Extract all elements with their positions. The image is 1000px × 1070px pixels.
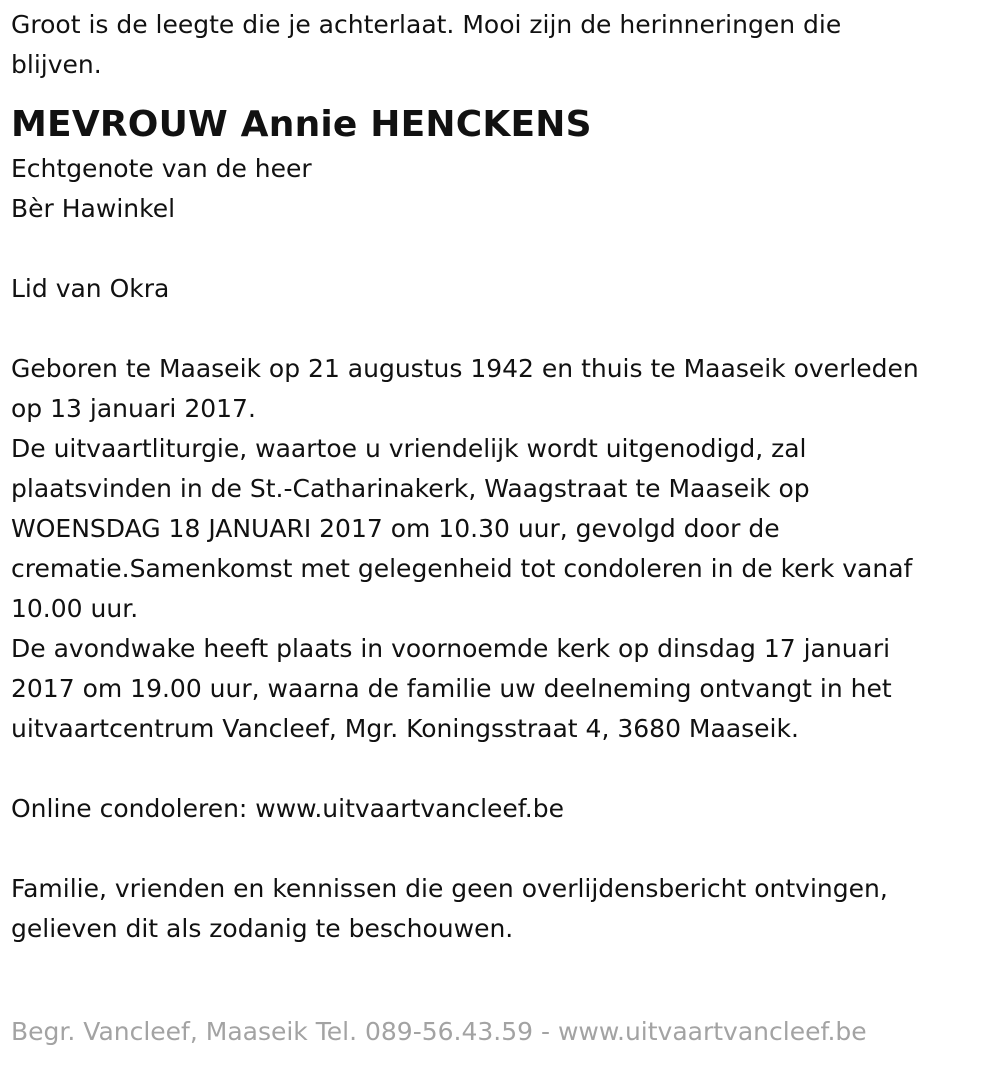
online-condolence: Online condoleren: www.uitvaartvancleef.be [11, 794, 564, 823]
spouse-line-1: Echtgenote van de heer [11, 154, 312, 183]
details-line-2: op 13 januari 2017. [11, 394, 256, 423]
details-line-10: uitvaartcentrum Vancleef, Mgr. Koningsstraat 4, 3680 Maaseik. [11, 714, 799, 743]
family-note-line-2: gelieven dit als zodanig te beschouwen. [11, 914, 514, 943]
details-line-3: De uitvaartliturgie, waartoe u vriendelijk wordt uitgenodigd, zal [11, 434, 807, 463]
spouse-info [11, 149, 988, 229]
funeral-home-footer: Begr. Vancleef, Maaseik Tel. 089-56.43.59 - www.uitvaartvancleef.be [11, 1017, 867, 1046]
details-line-4: plaatsvinden in de St.-Catharinakerk, Waagstraat te Maaseik op [11, 474, 810, 503]
details-line-6: crematie.Samenkomst met gelegenheid tot condoleren in de kerk vanaf [11, 554, 913, 583]
spacer [11, 229, 988, 269]
quote-line-2: blijven. [11, 50, 102, 79]
spacer [11, 829, 988, 869]
funeral-details [11, 349, 988, 749]
details-line-8: De avondwake heeft plaats in voornoemde kerk op dinsdag 17 januari [11, 634, 891, 663]
details-line-5: WOENSDAG 18 JANUARI 2017 om 10.30 uur, gevolgd door de [11, 514, 780, 543]
details-line-7: 10.00 uur. [11, 594, 139, 623]
family-note-line-1: Familie, vrienden en kennissen die geen overlijdensbericht ontvingen, [11, 874, 888, 903]
quote-line-1: Groot is de leegte die je achterlaat. Mooi zijn de herinneringen die [11, 10, 842, 39]
opening-quote [11, 5, 988, 85]
deceased-name: MEVROUW Annie HENCKENS [11, 104, 592, 145]
spacer [11, 749, 988, 789]
spacer [11, 309, 988, 349]
details-line-1: Geboren te Maaseik op 21 augustus 1942 en thuis te Maaseik overleden [11, 354, 919, 383]
details-line-9: 2017 om 19.00 uur, waarna de familie uw deelneming ontvangt in het [11, 674, 892, 703]
spouse-line-2: Bèr Hawinkel [11, 194, 176, 223]
family-note [11, 869, 988, 949]
membership: Lid van Okra [11, 274, 170, 303]
